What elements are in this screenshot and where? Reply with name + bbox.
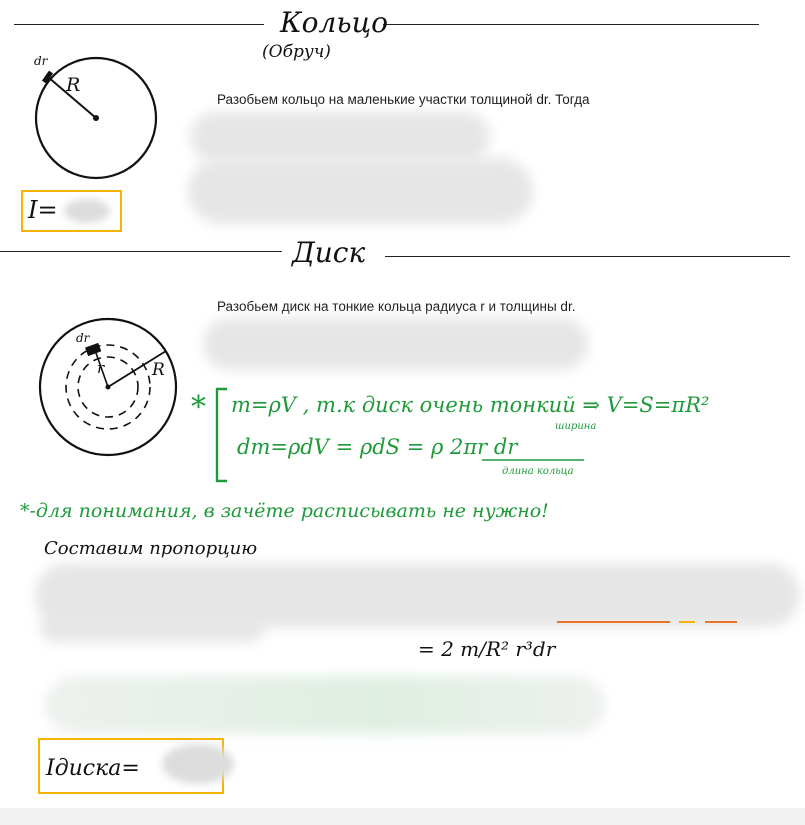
- disk-answer-label: Iдиска=: [46, 756, 140, 781]
- ring-redacted-2: [188, 158, 533, 224]
- disk-formula-line1: m=ρV , т.к диск очень тонкий ⇒ V=S=πR²: [231, 393, 710, 417]
- disk-formula-line2: dm=ρdV = ρdS = ρ 2πr dr: [237, 435, 518, 459]
- ring-heading: Кольцо: [280, 6, 388, 39]
- ring-diagram: [22, 55, 167, 185]
- disk-formula-line1-note: ширина: [555, 421, 597, 432]
- disk-divider-right: [385, 256, 790, 257]
- ring-intro-text: Разобьем кольцо на маленькие участки толщиной dr. Тогда: [217, 92, 590, 107]
- disk-star-mark: *: [191, 390, 206, 425]
- disk-proportion-text: Составим пропорцию: [44, 538, 258, 559]
- disk-answer-redacted: [162, 744, 234, 784]
- disk-footnote: *-для понимания, в зачёте расписывать не нужно!: [20, 500, 549, 522]
- disk-formula-bracket: [213, 386, 233, 486]
- disk-redacted-4: [45, 676, 605, 734]
- disk-redacted-1: [203, 318, 588, 370]
- disk-redacted-3: [40, 612, 265, 642]
- ring-radius-label: R: [66, 74, 81, 96]
- ring-divider-right: [383, 24, 759, 25]
- disk-formula-line2-note: длина кольца: [502, 466, 574, 477]
- ring-answer-label: I=: [28, 196, 58, 224]
- disk-intro-text: Разобьем диск на тонкие кольца радиуса r и толщины dr.: [217, 299, 576, 314]
- disk-formula-fragment: = 2 m/R² r³dr: [418, 637, 556, 661]
- bottom-strip: [0, 808, 805, 825]
- disk-orange-marks: [555, 616, 755, 628]
- disk-heading: Диск: [292, 236, 366, 269]
- ring-answer-redacted: [64, 199, 110, 223]
- ring-redacted-1: [190, 112, 490, 162]
- ring-dr-label: dr: [34, 54, 48, 68]
- disk-dr-label: dr: [76, 331, 90, 345]
- disk-outer-radius-label: R: [152, 360, 165, 380]
- ring-divider-left: [14, 24, 264, 25]
- ring-subheading: (Обруч): [262, 42, 331, 62]
- disk-inner-radius-label: r: [97, 359, 105, 377]
- disk-divider-left: [0, 251, 282, 252]
- disk-diagram: [36, 315, 186, 465]
